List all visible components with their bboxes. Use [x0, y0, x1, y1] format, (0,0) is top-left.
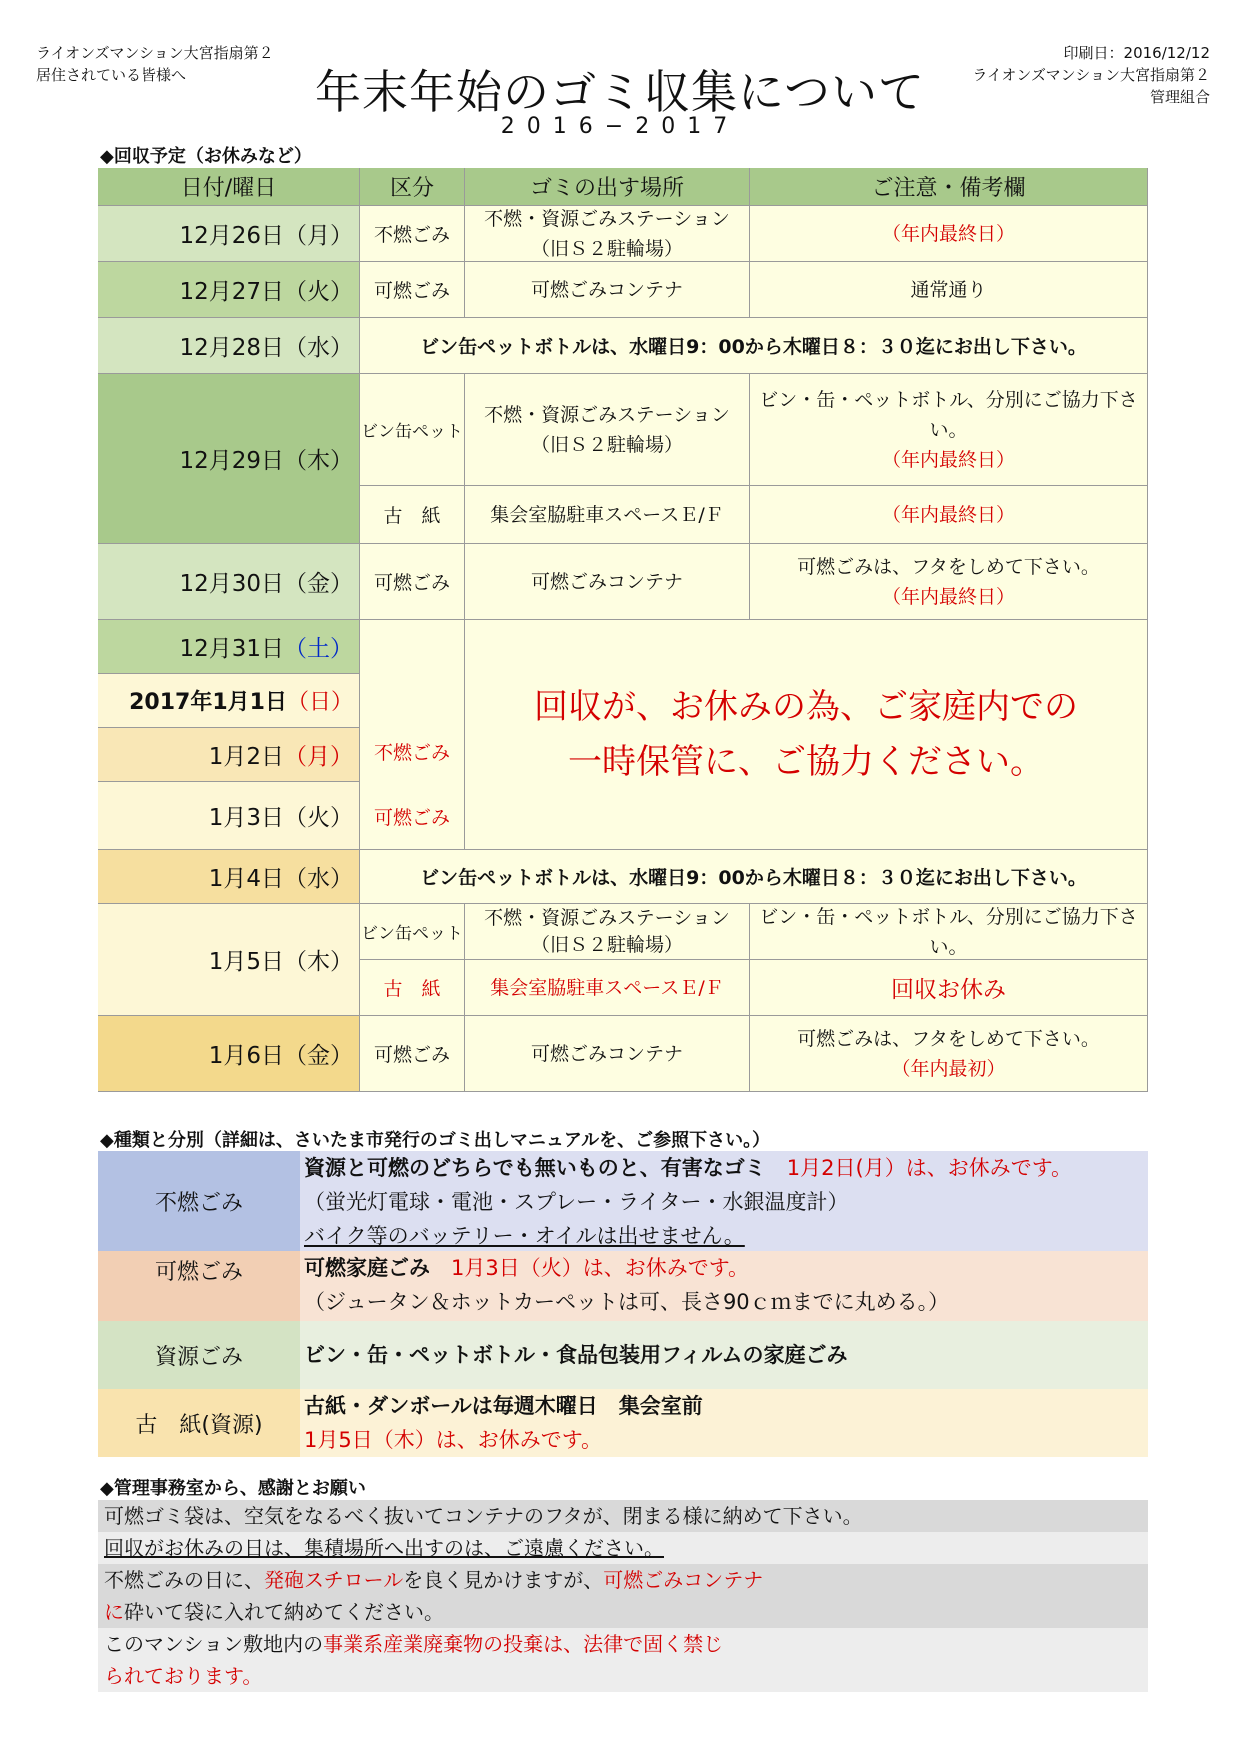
category-line: 1月3日（火）は、お休みです。	[451, 1256, 750, 1280]
place-cell: 可燃ごみコンテナ	[465, 544, 750, 620]
note-cell: （年内最終日）	[750, 486, 1148, 544]
date-text: 2017年1月1日	[129, 690, 287, 715]
note-cell: （年内最終日）	[750, 206, 1148, 262]
request-line: 可燃ゴミ袋は、空気をなるべく抜いてコンテナのフタが、閉まる様に納めて下さい。	[98, 1500, 1148, 1532]
category-label: 資源ごみ	[98, 1321, 300, 1389]
category-line: 1月2日(月）は、お休みです。	[786, 1156, 1073, 1180]
issuer-name: 管理組合	[1149, 88, 1210, 106]
note-line: （年内最終日）	[881, 585, 1015, 608]
holiday-notice	[465, 620, 1148, 850]
kubun-cell: 可燃ごみ	[360, 544, 465, 620]
note-cell: ビン・缶・ペットボトル、分別にご協力下さい。	[750, 904, 1148, 960]
request-line	[98, 1532, 1148, 1564]
category-line: バイク等のバッテリー・オイルは出せません。	[304, 1224, 745, 1248]
place-cell: 可燃ごみコンテナ	[465, 1016, 750, 1092]
category-label: 可燃ごみ	[98, 1251, 300, 1321]
weekday-text: （月）	[284, 744, 353, 770]
kubun-cell: 古 紙	[360, 486, 465, 544]
category-line: 資源と可燃のどちらでも無いものと、有害なゴミ	[304, 1156, 766, 1180]
date-text: 12月27日	[179, 279, 284, 305]
weekday-text: （木）	[284, 949, 353, 975]
col-header-date: 日付/曜日	[98, 168, 360, 206]
table-row-date	[98, 544, 360, 620]
place-cell	[465, 374, 750, 486]
recipient-line: 居住されている皆様へ	[36, 66, 187, 84]
weekday-text: （水）	[284, 866, 353, 892]
request-text: に	[104, 1600, 124, 1624]
table-row-date	[98, 850, 360, 904]
date-text: 1月6日	[208, 1043, 284, 1069]
category-row-funen	[98, 1151, 1148, 1251]
weekday-text: （土）	[284, 636, 353, 662]
place-cell: 可燃ごみコンテナ	[465, 262, 750, 318]
request-line	[98, 1628, 1148, 1692]
holiday-line: 一時保管に、ご協力ください。	[568, 741, 1044, 782]
category-line: 可燃家庭ごみ	[304, 1256, 430, 1280]
date-text: 1月5日	[208, 949, 284, 975]
kubun-label: 可燃ごみ	[373, 807, 450, 829]
note-cell	[750, 374, 1148, 486]
wide-notice: ビン缶ペットボトルは、水曜日9：00から木曜日８：３０迄にお出し下さい。	[360, 850, 1148, 904]
place-line: （旧Ｓ２駐輪場）	[530, 433, 683, 456]
section-heading-requests: ◆管理事務室から、感謝とお願い	[100, 1478, 366, 1499]
section-heading-schedule: ◆回収予定（お休みなど）	[100, 146, 312, 167]
category-line: 古紙・ダンボールは毎週木曜日 集会室前	[304, 1394, 703, 1418]
holiday-line: 回収が、お休みの為、ご家庭内での	[534, 686, 1078, 727]
date-text: 12月26日	[179, 223, 284, 249]
request-text: 発砲スチロール	[264, 1568, 404, 1592]
note-cell: 通常通り	[750, 262, 1148, 318]
note-line: （年内最終日）	[881, 448, 1015, 471]
request-text: 不燃ごみの日に、	[104, 1568, 264, 1592]
date-text: 12月30日	[179, 571, 284, 597]
request-text: を良く見かけますが、	[403, 1568, 604, 1592]
building-name: ライオンズマンション大宮指扇第２	[36, 44, 274, 62]
table-row-date	[98, 318, 360, 374]
section-heading-categories: ◆種類と分別（詳細は、さいたま市発行のゴミ出しマニュアルを、ご参照下さい。）	[100, 1130, 771, 1151]
note-cell: 回収お休み	[750, 960, 1148, 1016]
table-row-date	[98, 620, 360, 674]
col-header-notes: ご注意・備考欄	[750, 168, 1148, 206]
kubun-cell: 不燃ごみ	[360, 206, 465, 262]
kubun-cell: 可燃ごみ	[360, 1016, 465, 1092]
category-row-kanen	[98, 1251, 1148, 1321]
date-text: 12月28日	[179, 335, 284, 361]
table-row-date	[98, 904, 360, 1016]
date-text: 12月29日	[179, 448, 284, 474]
request-text: 砕いて袋に入れて納めてください。	[124, 1600, 444, 1624]
weekday-text: （金）	[284, 571, 353, 597]
note-line: 可燃ごみは、フタをしめて下さい。	[797, 1027, 1100, 1050]
category-text	[304, 1251, 949, 1319]
weekday-text: （金）	[284, 1043, 353, 1069]
request-line	[98, 1564, 1148, 1628]
weekday-text: （木）	[284, 448, 353, 474]
request-text: 事業系産業廃棄物の投棄は、法律で固く禁じ	[323, 1632, 724, 1656]
kubun-cell: ビン缶ペット	[360, 374, 465, 486]
note-line: 可燃ごみは、フタをしめて下さい。	[797, 555, 1100, 578]
wide-notice: ビン缶ペットボトルは、水曜日9：00から木曜日８：３０迄にお出し下さい。	[360, 318, 1148, 374]
kubun-label: 不燃ごみ	[373, 742, 450, 764]
note-cell	[750, 1016, 1148, 1092]
table-row-date	[98, 782, 360, 850]
request-text: られております。	[104, 1664, 263, 1688]
place-cell	[465, 206, 750, 262]
date-text: 1月4日	[208, 866, 284, 892]
request-text: このマンション敷地内の	[104, 1632, 324, 1656]
category-line: 1月5日（木）は、お休みです。	[304, 1428, 603, 1452]
category-table	[98, 1151, 1148, 1457]
category-row-shigen	[98, 1321, 1148, 1389]
category-text	[304, 1151, 1072, 1253]
weekday-text: （水）	[284, 335, 353, 361]
kubun-cell: 古 紙	[360, 960, 465, 1016]
table-row-date	[98, 262, 360, 318]
date-text: 12月31日	[179, 636, 284, 662]
holiday-kubun-column	[360, 620, 465, 850]
kubun-cell: 可燃ごみ	[360, 262, 465, 318]
table-row-date	[98, 206, 360, 262]
weekday-text: （月）	[284, 223, 353, 249]
weekday-text: （火）	[284, 279, 353, 305]
issuer-building: ライオンズマンション大宮指扇第２	[972, 66, 1210, 84]
place-cell	[465, 904, 750, 960]
place-line: （旧Ｓ２駐輪場）	[530, 237, 683, 260]
table-row-date	[98, 674, 360, 728]
note-line: （年内最初）	[891, 1057, 1006, 1080]
col-header-kubun: 区分	[360, 168, 465, 206]
category-label: 古 紙(資源)	[98, 1389, 300, 1457]
place-cell: 集会室脇駐車スペースＥ/Ｆ	[465, 960, 750, 1016]
print-date: 印刷日：2016/12/12	[1063, 44, 1210, 62]
place-line: 不燃・資源ごみステーション	[484, 906, 730, 929]
table-row-date	[98, 1016, 360, 1092]
place-line: 不燃・資源ごみステーション	[484, 403, 730, 426]
note-cell	[750, 544, 1148, 620]
place-cell: 集会室脇駐車スペースＥ/Ｆ	[465, 486, 750, 544]
place-line: （旧Ｓ２駐輪場）	[530, 933, 683, 956]
place-line: 不燃・資源ごみステーション	[484, 207, 730, 230]
category-label: 不燃ごみ	[98, 1151, 300, 1251]
date-text: 1月3日	[208, 805, 284, 831]
category-row-koshi	[98, 1389, 1148, 1457]
weekday-text: （火）	[284, 805, 353, 831]
request-text: 回収がお休みの日は、集積場所へ出すのは、ご遠慮ください。	[104, 1536, 664, 1560]
schedule-table	[98, 168, 1148, 1106]
category-line: （蛍光灯電球・電池・スプレー・ライター・水銀温度計）	[304, 1190, 849, 1214]
category-line: （ジュータン＆ホットカーペットは可、長さ90ｃｍまでに丸める。）	[304, 1290, 950, 1314]
table-row-date	[98, 374, 360, 544]
category-text	[304, 1389, 703, 1457]
kubun-cell: ビン缶ペット	[360, 904, 465, 960]
page-title: 年末年始のゴミ収集について	[314, 65, 926, 119]
weekday-text: （日）	[286, 690, 353, 715]
note-line: ビン・缶・ペットボトル、分別にご協力下さい。	[759, 388, 1138, 441]
col-header-place: ゴミの出す場所	[465, 168, 750, 206]
request-text: 可燃ごみコンテナ	[603, 1568, 764, 1592]
category-text: ビン・缶・ペットボトル・食品包装用フィルムの家庭ごみ	[304, 1343, 848, 1367]
date-text: 1月2日	[208, 744, 284, 770]
year-range: 2016−2017	[500, 114, 740, 139]
table-row-date	[98, 728, 360, 782]
